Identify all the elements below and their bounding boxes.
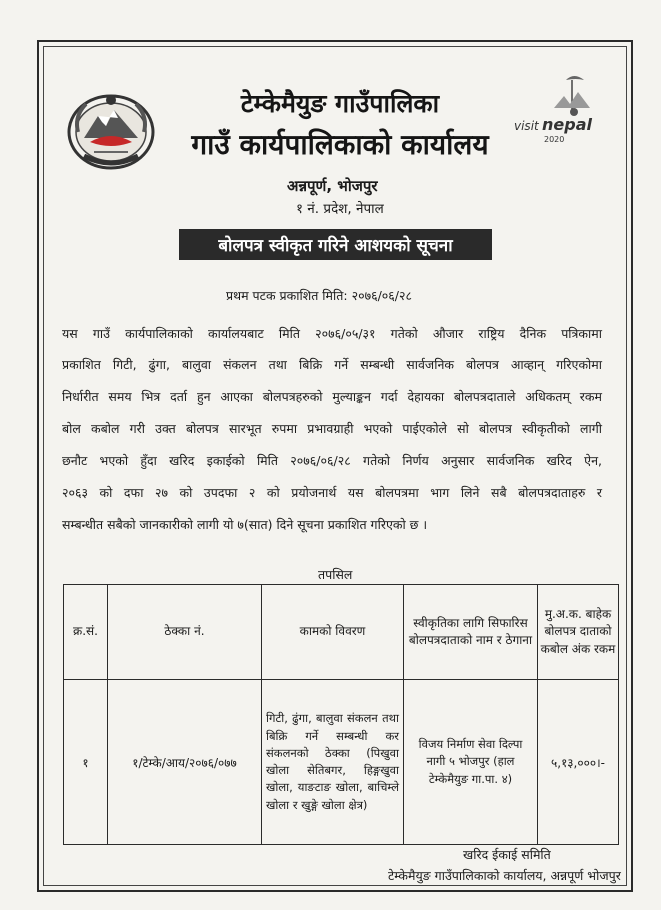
tender-table: [63, 584, 619, 845]
header-contract-no: ठेक्का नं.: [108, 585, 262, 680]
table-caption: तपसिल: [318, 567, 353, 582]
signature-committee: खरिद ईकाई समिति: [463, 847, 551, 862]
table-header-row: [64, 585, 619, 680]
body-line: २०६३ को दफा २७ को उपदफा २ को प्रयोजनार्थ यस बोलपत्रमा भाग लिने सबै बोलपत्रदाताहरु र: [62, 485, 602, 500]
nepal-emblem-icon: [64, 86, 158, 172]
cell-sn: १: [64, 680, 108, 845]
province-line: १ नं. प्रदेश, नेपाल: [296, 201, 384, 217]
cell-contract-no: १/टेम्के/आय/२०७६/०७७: [108, 680, 262, 845]
body-line: यस गाउँ कार्यपालिकाको कार्यालयबाट मिति २०७६/०५/३१ गतेको औजार राष्ट्रिय दैनिक पत्रिकामा: [62, 326, 602, 341]
body-line: सम्बन्धीत सबैको जानकारीको लागी यो ७(सात) दिने सूचना प्रकाशित गरिएको छ ।: [62, 517, 428, 532]
body-line: छनौट भएको हुँदा खरिद इकाईको मिति २०७६/०६/२८ गतेको निर्णय अनुसार सार्वजनिक खरिद ऐन,: [62, 453, 602, 468]
cell-recommended-bidder: विजय निर्माण सेवा दिल्पा नागी ५ भोजपुर (हाल टेम्केमैयुङ गा.पा. ४): [404, 680, 538, 845]
svg-text:nepal: nepal: [542, 115, 592, 134]
signature-office: टेम्केमैयुङ गाउँपालिकाको कार्यालय, अन्नपूर्ण भोजपुर: [388, 868, 621, 883]
municipality-title: टेम्केमैयुङ गाउँपालिका: [240, 89, 440, 118]
body-line: प्रकाशित गिटी, ढुंगा, बालुवा संकलन तथा बिक्रि गर्ने सम्बन्धी सार्वजनिक बोलपत्र आव्हान् गरिएकोमा: [62, 357, 602, 372]
body-line: निर्धारीत समय भित्र दर्ता हुन आएका बोलपत्रहरुको मुल्याङ्कन गर्दा देहायका बोलपत्रदाताले अधिकतम् रकम: [62, 389, 602, 404]
body-line: बोल कबोल गरी उक्त बोलपत्र सारभूत रुपमा प्रभावग्राही भएको पाईएकोले सो बोलपत्र स्वीकृतीको लागी: [62, 421, 602, 436]
cell-bid-amount: ५,१३,०००।-: [538, 680, 619, 845]
notice-title-banner: बोलपत्र स्वीकृत गरिने आशयको सूचना: [179, 229, 492, 260]
address-line: अन्नपूर्ण, भोजपुर: [287, 177, 378, 195]
office-title: गाउँ कार्यपालिकाको कार्यालय: [191, 128, 489, 161]
header-recommended-bidder: स्वीकृतिका लागि सिफारिस बोलपत्रदाताको नाम र ठेगाना: [404, 585, 538, 680]
publish-date: प्रथम पटक प्रकाशित मिति: २०७६/०६/२८: [226, 288, 412, 303]
svg-text:visit: visit: [514, 119, 539, 133]
table-row: [64, 680, 619, 845]
header-description: कामको विवरण: [262, 585, 404, 680]
header-sn: क्र.सं.: [64, 585, 108, 680]
header-bid-amount: मु.अ.क. बाहेक बोलपत्र दाताको कबोल अंक रकम: [538, 585, 619, 680]
cell-description: गिटी, ढुंगा, बालुवा संकलन तथा बिक्रि गर्ने सम्बन्धी कर संकलनको ठेक्का (पिखुवा खोला सेतिबगर, हिङ्गखुवा खोला, याङटाङ खोला, बाचिम्ले खोला र खुङ्गे खोला क्षेत्र): [262, 680, 404, 845]
svg-text:2020: 2020: [544, 135, 565, 144]
